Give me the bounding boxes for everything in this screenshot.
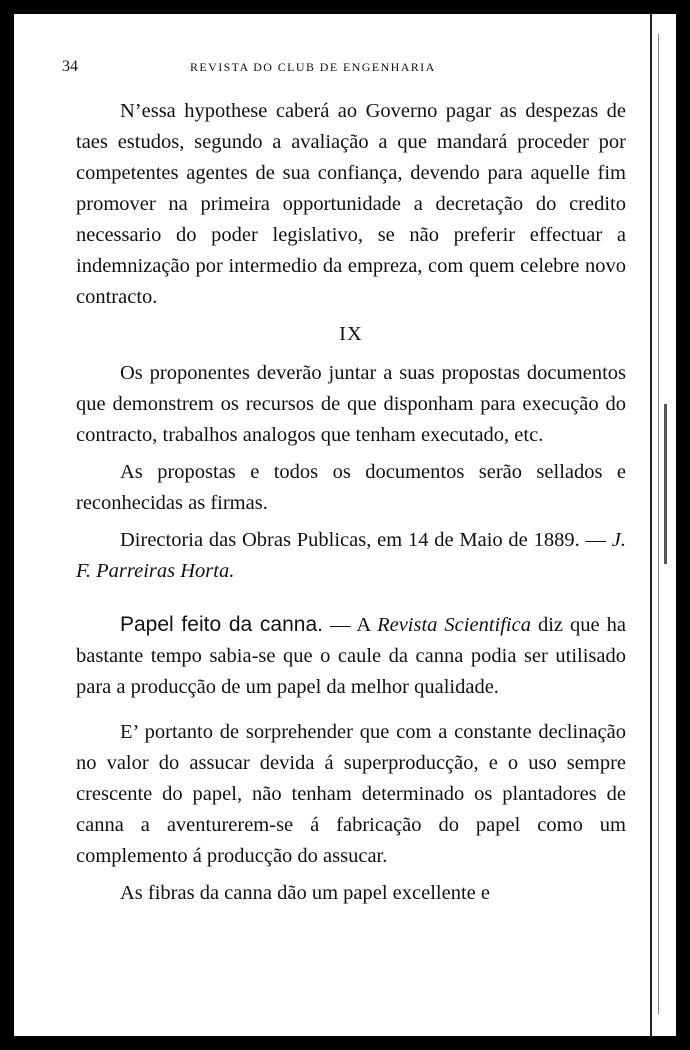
article-paragraph-2: E’ portanto de sorprehender que com a constante declinação no valor do assucar devida á superproducção, e o uso sempre crescente do papel, não tenham determinado os plantadores de canna a aventurerem-se á fabricação do papel como um complemento á producção do assucar. xyxy=(76,721,626,867)
article-lead-text: diz que ha bastante tempo sabia-se que o caule da canna podia ser utilisado para a producção de um papel da melhor qualidade. xyxy=(76,614,626,698)
page-number: 34 xyxy=(62,58,78,75)
signature-date: Directoria das Obras Publicas, em 14 de Maio de 1889. — xyxy=(120,529,606,551)
adjacent-page-edge xyxy=(648,14,676,1036)
article-dash: — A xyxy=(322,614,378,636)
signature-name: J. F. Parreiras Horta. xyxy=(76,529,627,582)
running-title: REVISTA DO CLUB DE ENGENHARIA xyxy=(190,60,436,74)
article-title: Papel feito da canna. xyxy=(120,613,323,636)
body-text xyxy=(76,96,626,909)
proponents-paragraph: Os proponentes deverão juntar a suas propostas documentos que demonstrem os recursos de que disponham para execução do contracto, trabalhos analogos que tenham executado, etc. xyxy=(76,362,626,446)
article-source: Revista Scientifica xyxy=(377,614,531,636)
edge-line xyxy=(650,14,652,1036)
edge-line xyxy=(664,404,667,564)
signature-line xyxy=(76,525,626,587)
stamps-paragraph: As propostas e todos os documentos serão sellados e reconhecidas as firmas. xyxy=(76,461,626,514)
page xyxy=(14,14,648,1036)
article-paragraph-3: As fibras da canna dão um papel excellente e xyxy=(120,882,490,904)
hypothesis-paragraph: N’essa hypothese caberá ao Governo pagar as despezas de taes estudos, segundo a avaliação a que mandará proceder por competentes agentes de sua confiança, devendo para aquelle fim promover na primeira opportunidade a decretação do credito necessario do poder legislativo, se não preferir effectuar a indemnização por intermedio da empreza, com quem celebre novo contracto. xyxy=(76,100,626,308)
article-lead-paragraph xyxy=(76,609,626,703)
section-heading-ix: IX xyxy=(339,323,363,345)
edge-line xyxy=(658,34,659,1014)
